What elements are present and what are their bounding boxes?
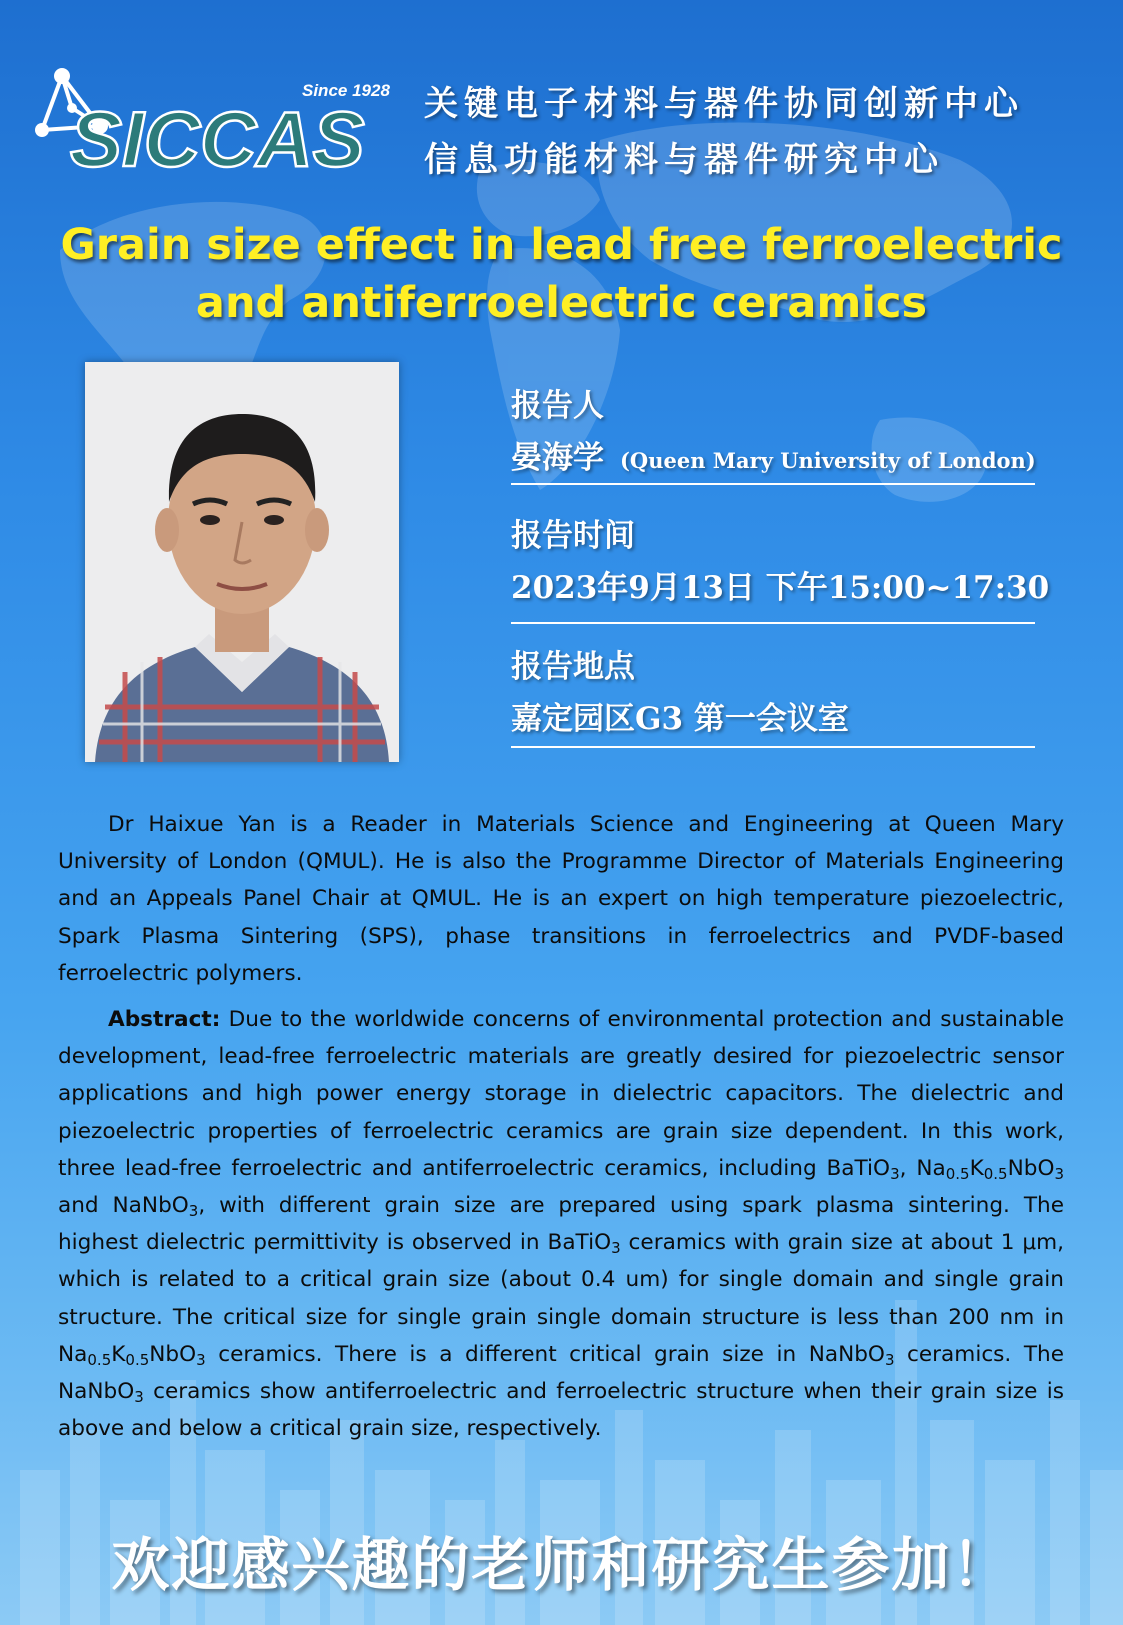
speaker-affiliation: (Queen Mary University of London) (620, 448, 1036, 473)
header-cn-line2: 信息功能材料与器件研究中心 (424, 140, 944, 180)
venue-label: 报告地点 (511, 649, 635, 685)
talk-title-line1: Grain size effect in lead free ferroelectric (60, 220, 1063, 270)
divider (511, 746, 1035, 748)
time-value: 2023年9月13日 下午15:00~17:30 (511, 570, 1050, 606)
speaker-label: 报告人 (511, 388, 604, 424)
talk-title-line2: and antiferroelectric ceramics (195, 278, 928, 328)
abstract: Abstract: Due to the worldwide concerns of environmental protection and sustainable development, lead-free ferroelectric materials are greatly desired for piezoelectric sensor applications and high power energy storage in dielectric capacitors. The dielectric and piezoelectric properties of ferroelectric ceramics are grain size dependent. In this work, three lead-free ferroelectric and antiferroelectric ceramics, including BaTiO$_3$, $Na_{0.5}K_{0.5}NbO_3$ and NaNbO$_3$, with different grain size are prepared using spark plasma sintering. The highest dielectric permittivity is observed in BaTiO$_3$ ceramics with grain size at about 1 μm, which is related to a critical grain size (about 0.4 um) for single domain and single grain structure. The critical size for single grain single domain structure is less than 200 nm in $Na_{0.5}K_{0.5}NbO_3$ ceramics. There is a different critical grain size in NaNbO$_3$ ceramics. The NaNbO$_3$ ceramics show antiferroelectric and ferroelectric structure when their grain size is above and below a critical grain size, respectively. (58, 1007, 1064, 1442)
logo-wordmark: SICCAS (70, 95, 365, 174)
talk-title (20, 216, 1103, 332)
abstract-label: Abstract: (108, 1007, 221, 1032)
logo-since-text: Since 1928 (302, 81, 390, 100)
venue-value: 嘉定园区G3 第一会议室 (511, 701, 849, 737)
header-cn-line1: 关键电子材料与器件协同创新中心 (424, 84, 1024, 124)
speaker-line (511, 432, 1036, 477)
speaker-bio: Dr Haixue Yan is a Reader in Materials Science and Engineering at Queen Mary University of London (QMUL). He is also the Programme Director of Materials Engineering and an Appeals Panel Chair at QMUL. He is an expert on high temperature piezoelectric, Spark Plasma Sintering (SPS), phase transitions in ferroelectrics and PVDF-based ferroelectric polymers. (58, 812, 1064, 986)
siccas-logo (34, 66, 406, 174)
speaker-photo (85, 362, 399, 762)
speaker-name: 晏海学 (511, 440, 604, 476)
time-label: 报告时间 (511, 518, 635, 554)
welcome-banner: 欢迎感兴趣的老师和研究生参加！ (111, 1531, 1012, 1599)
divider (511, 622, 1035, 624)
divider (511, 483, 1035, 485)
